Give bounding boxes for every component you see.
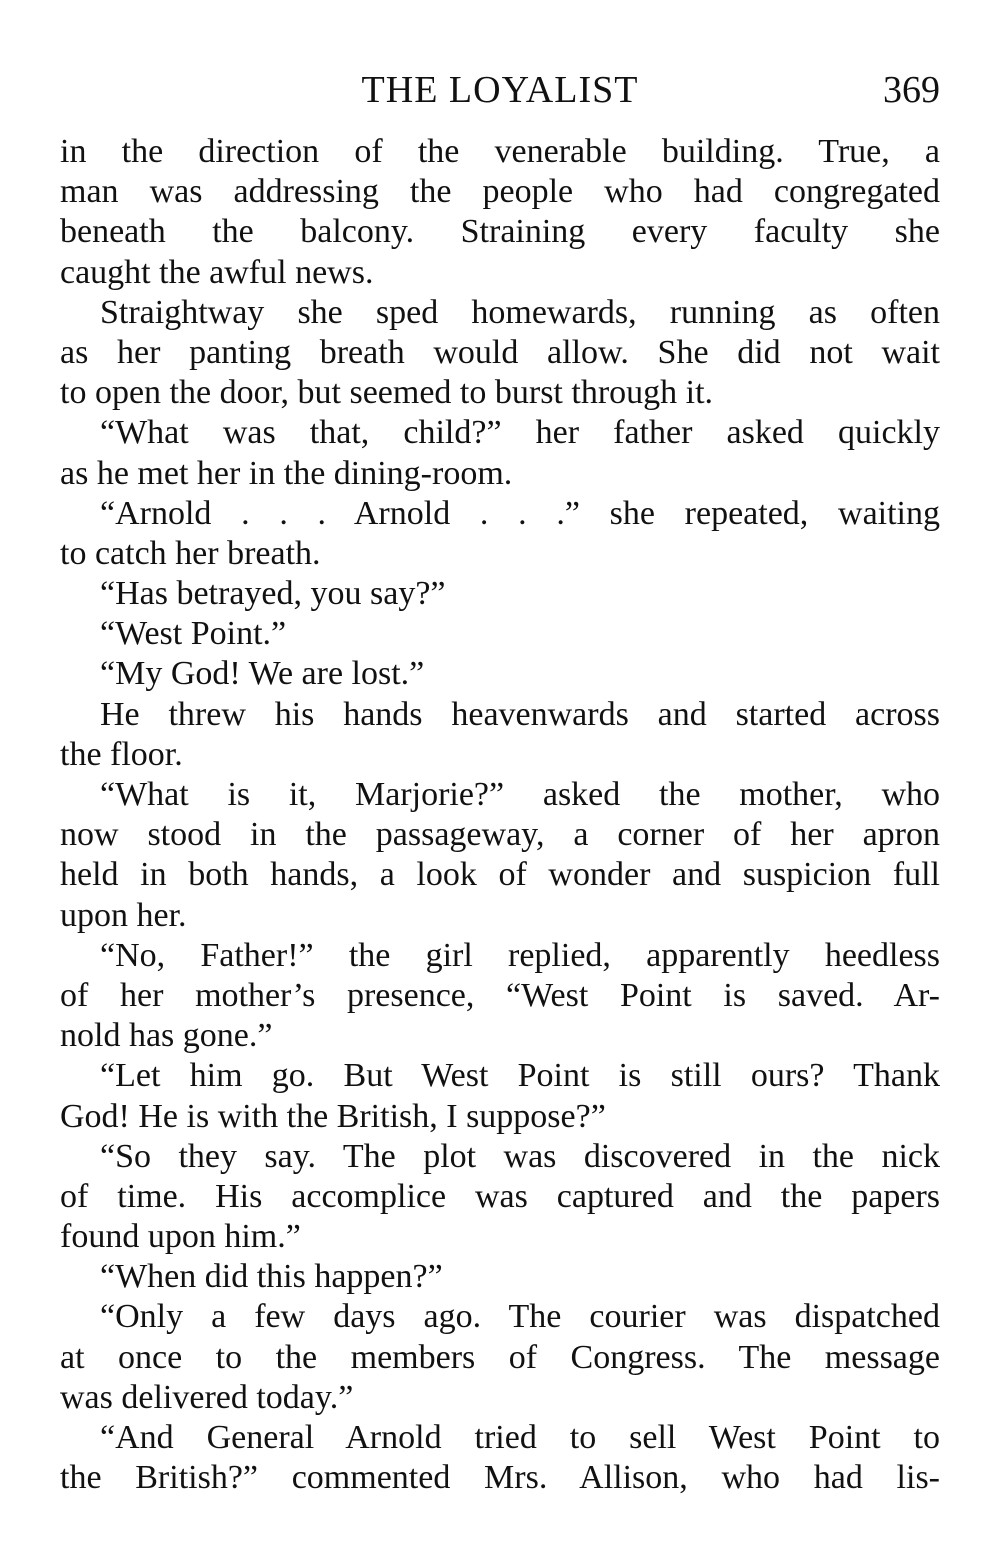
text-line: “Only a few days ago. The courier was dispatched <box>100 1298 940 1336</box>
text-line: “When did this happen?” <box>100 1258 443 1296</box>
text-line: “What was that, child?” her father asked quickly <box>100 414 940 452</box>
text-line: caught the awful news. <box>60 253 374 291</box>
text-line: “West Point.” <box>100 615 287 653</box>
running-head <box>60 66 940 114</box>
text-line: “Has betrayed, you say?” <box>100 575 446 613</box>
text-line: was delivered today.” <box>60 1378 354 1416</box>
text-line: “Arnold . . . Arnold . . .” she repeated, waiting <box>100 494 940 532</box>
text-line: to catch her breath. <box>60 534 321 572</box>
text-line: as he met her in the dining-room. <box>60 454 513 492</box>
text-line: “So they say. The plot was discovered in the nick <box>100 1137 940 1175</box>
text-line: of her mother’s presence, “West Point is saved. Ar- <box>60 976 940 1014</box>
text-line: “My God! We are lost.” <box>100 655 425 693</box>
text-line: to open the door, but seemed to burst through it. <box>60 374 714 412</box>
text-line: as her panting breath would allow. She did not wait <box>60 333 940 371</box>
running-title: THE LOYALIST <box>361 69 639 111</box>
text-line: man was addressing the people who had congregated <box>60 173 940 211</box>
text-line: He threw his hands heavenwards and started across <box>100 695 940 733</box>
text-line: “No, Father!” the girl replied, apparently heedless <box>100 936 940 974</box>
text-line: the floor. <box>60 735 183 773</box>
text-line: “And General Arnold tried to sell West Point to <box>100 1419 940 1456</box>
page-number: 369 <box>883 69 940 111</box>
text-line: of time. His accomplice was captured and the papers <box>60 1177 940 1215</box>
text-line: found upon him.” <box>60 1218 301 1256</box>
text-line: upon her. <box>60 896 187 934</box>
text-line: the British?” commented Mrs. Allison, who had lis- <box>60 1459 940 1497</box>
body-text <box>60 132 940 1498</box>
text-line: Straightway she sped homewards, running as often <box>100 293 940 331</box>
text-line: God! He is with the British, I suppose?” <box>60 1097 606 1135</box>
text-line: in the direction of the venerable building. True, a <box>60 133 940 170</box>
text-line: nold has gone.” <box>60 1017 273 1055</box>
text-line: beneath the balcony. Straining every faculty she <box>60 213 940 251</box>
text-line: at once to the members of Congress. The message <box>60 1338 940 1376</box>
text-line: now stood in the passageway, a corner of her apron <box>60 816 940 854</box>
text-line: held in both hands, a look of wonder and suspicion full <box>60 856 940 894</box>
text-line: “What is it, Marjorie?” asked the mother, who <box>100 776 940 813</box>
text-line: “Let him go. But West Point is still ours? Thank <box>100 1057 940 1095</box>
